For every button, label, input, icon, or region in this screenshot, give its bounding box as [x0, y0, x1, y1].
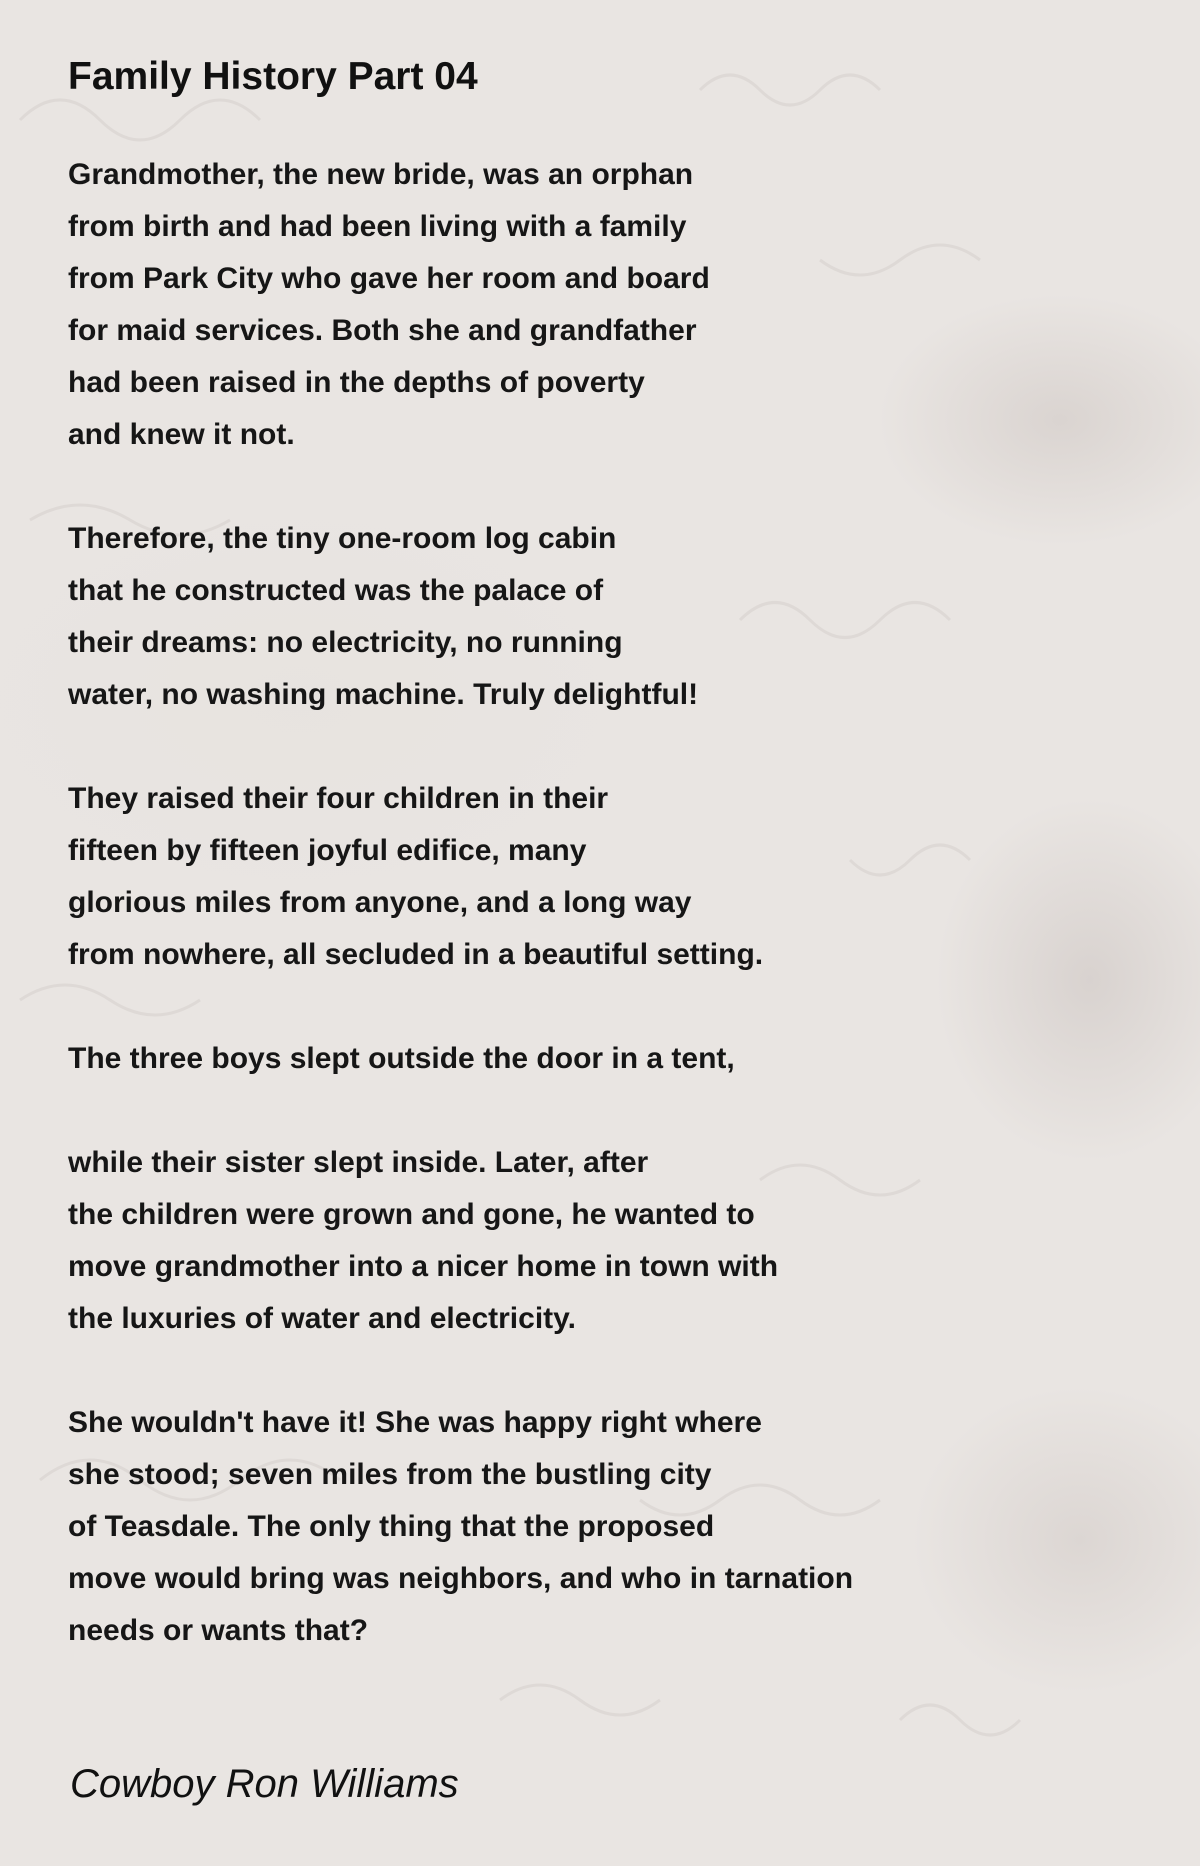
- poem-line: of Teasdale. The only thing that the proposed: [68, 1510, 715, 1543]
- poem-line: glorious miles from anyone, and a long way: [68, 886, 692, 919]
- poem-line: They raised their four children in their: [68, 782, 609, 815]
- stanza: [68, 1033, 1128, 1085]
- stanza-break: [68, 461, 1128, 513]
- stanza: [68, 149, 1128, 461]
- poem-line: She wouldn't have it! She was happy right where: [68, 1406, 762, 1439]
- poem-body: [68, 149, 1128, 1657]
- poem-line: while their sister slept inside. Later, after: [68, 1146, 649, 1179]
- poem-line: had been raised in the depths of poverty: [68, 366, 645, 399]
- poem-line: Grandmother, the new bride, was an orphan: [68, 158, 694, 191]
- poem-line: and knew it not.: [68, 418, 295, 451]
- poem-line: the luxuries of water and electricity.: [68, 1302, 576, 1335]
- poem-line: from Park City who gave her room and board: [68, 262, 710, 295]
- poem-line: from birth and had been living with a family: [68, 210, 687, 243]
- poem-line: that he constructed was the palace of: [68, 574, 604, 607]
- poem-line: The three boys slept outside the door in a tent,: [68, 1042, 735, 1075]
- poem-title: Family History Part 04: [68, 55, 478, 98]
- stanza-break: [68, 721, 1128, 773]
- poem-container: [68, 50, 1128, 1657]
- poem-line: from nowhere, all secluded in a beautiful setting.: [68, 938, 764, 971]
- poem-line: the children were grown and gone, he wanted to: [68, 1198, 755, 1231]
- stanza: [68, 513, 1128, 721]
- stanza: [68, 1397, 1128, 1657]
- stanza: [68, 773, 1128, 981]
- stanza: [68, 1137, 1128, 1345]
- poem-author: Cowboy Ron Williams: [70, 1762, 459, 1806]
- poem-line: she stood; seven miles from the bustling city: [68, 1458, 712, 1491]
- poem-line: Therefore, the tiny one-room log cabin: [68, 522, 617, 555]
- poem-line: needs or wants that?: [68, 1614, 369, 1647]
- poem-line: their dreams: no electricity, no running: [68, 626, 623, 659]
- poem-line: move grandmother into a nicer home in town with: [68, 1250, 779, 1283]
- poem-line: water, no washing machine. Truly delightful!: [68, 678, 699, 711]
- stanza-break: [68, 1085, 1128, 1137]
- poem-line: move would bring was neighbors, and who in tarnation: [68, 1562, 854, 1595]
- poem-line: fifteen by fifteen joyful edifice, many: [68, 834, 587, 867]
- stanza-break: [68, 1345, 1128, 1397]
- poem-line: for maid services. Both she and grandfather: [68, 314, 697, 347]
- stanza-break: [68, 981, 1128, 1033]
